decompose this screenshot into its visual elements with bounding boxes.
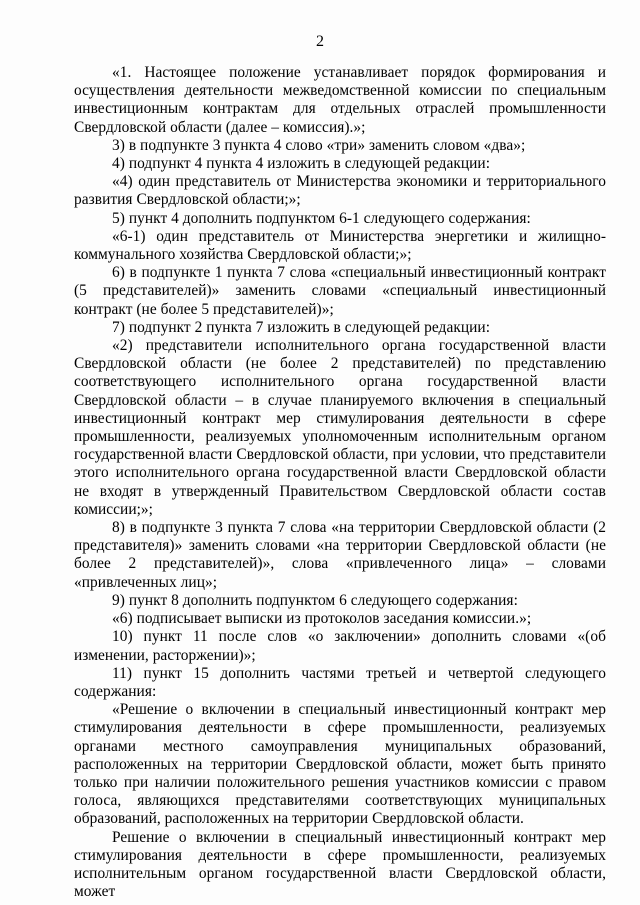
paragraph-6: «6-1) один представитель от Министерства энергетики и жилищно-коммунального хозяйства Свердловской области;»; — [74, 227, 606, 264]
paragraph-13: 10) пункт 11 после слов «о заключении» дополнить словами «(об изменении, расторжении)»; — [74, 628, 606, 664]
paragraph-2: 3) в подпункте 3 пункта 4 слово «три» заменить словом «два»; — [112, 136, 526, 154]
paragraph-12: «6) подписывает выписки из протоколов заседания комиссии.»; — [112, 610, 532, 628]
paragraph-15: «Решение о включении в специальный инвестиционный контракт мер стимулирования деятельности в сфере промышленности, реализуемых органами местного самоуправления муниципальных образований, расположенных на территории Свердловской области, может быть принято только при наличии положительного решения участников комиссии с правом голоса, являющихся представителями соответствующих муниципальных образований, расположенных на территории Свердловской области. — [74, 701, 606, 828]
paragraph-4: «4) один представитель от Министерства экономики и территориального развития Свердловской области;»; — [74, 173, 606, 209]
paragraph-8: 7) подпункт 2 пункта 7 изложить в следующей редакции: — [112, 318, 491, 336]
document-body — [74, 64, 606, 901]
paragraph-11: 9) пункт 8 дополнить подпунктом 6 следующего содержания: — [112, 591, 518, 609]
paragraph-14: 11) пункт 15 дополнить частями третьей и четвертой следующего содержания: — [74, 664, 606, 700]
page-number: 2 — [316, 33, 324, 50]
paragraph-10: 8) в подпункте 3 пункта 7 слова «на территории Свердловской области (2 представителя)» заменить словами «на территории Свердловской области (не более 2 представителей)», слова «привлеченного лица» – словами «привлеченных лиц»; — [74, 519, 606, 591]
paragraph-3: 4) подпункт 4 пункта 4 изложить в следующей редакции: — [112, 155, 491, 173]
paragraph-1: «1. Настоящее положение устанавливает порядок формирования и осуществления деятельности межведомственной комиссии по специальным инвестиционным контрактам для отдельных отраслей промышленности Свердловской области (далее – комиссия).»; — [74, 64, 606, 136]
paragraph-5: 5) пункт 4 дополнить подпунктом 6-1 следующего содержания: — [112, 209, 531, 227]
paragraph-7: 6) в подпункте 1 пункта 7 слова «специальный инвестиционный контракт (5 представителей)» заменить словами «специальный инвестиционный контракт (не более 5 представителей)»; — [74, 264, 606, 318]
paragraph-16: Решение о включении в специальный инвестиционный контракт мер стимулирования деятельности в сфере промышленности, реализуемых исполнительным органом государственной власти Свердловской области, может — [74, 828, 606, 901]
paragraph-9: «2) представители исполнительного органа государственной власти Свердловской области (не более 2 представителей) по представлению соответствующего исполнительного органа государственной власти Свердловской области – в случае планируемого включения в специальный инвестиционный контракт мер стимулирования деятельности в сфере промышленности, реализуемых уполномоченным исполнительным органом государственной власти Свердловской области, при условии, что представители этого исполнительного органа государственной власти Свердловской области не входят в утвержденный Правительством Свердловской области состав комиссии;»; — [74, 337, 606, 518]
